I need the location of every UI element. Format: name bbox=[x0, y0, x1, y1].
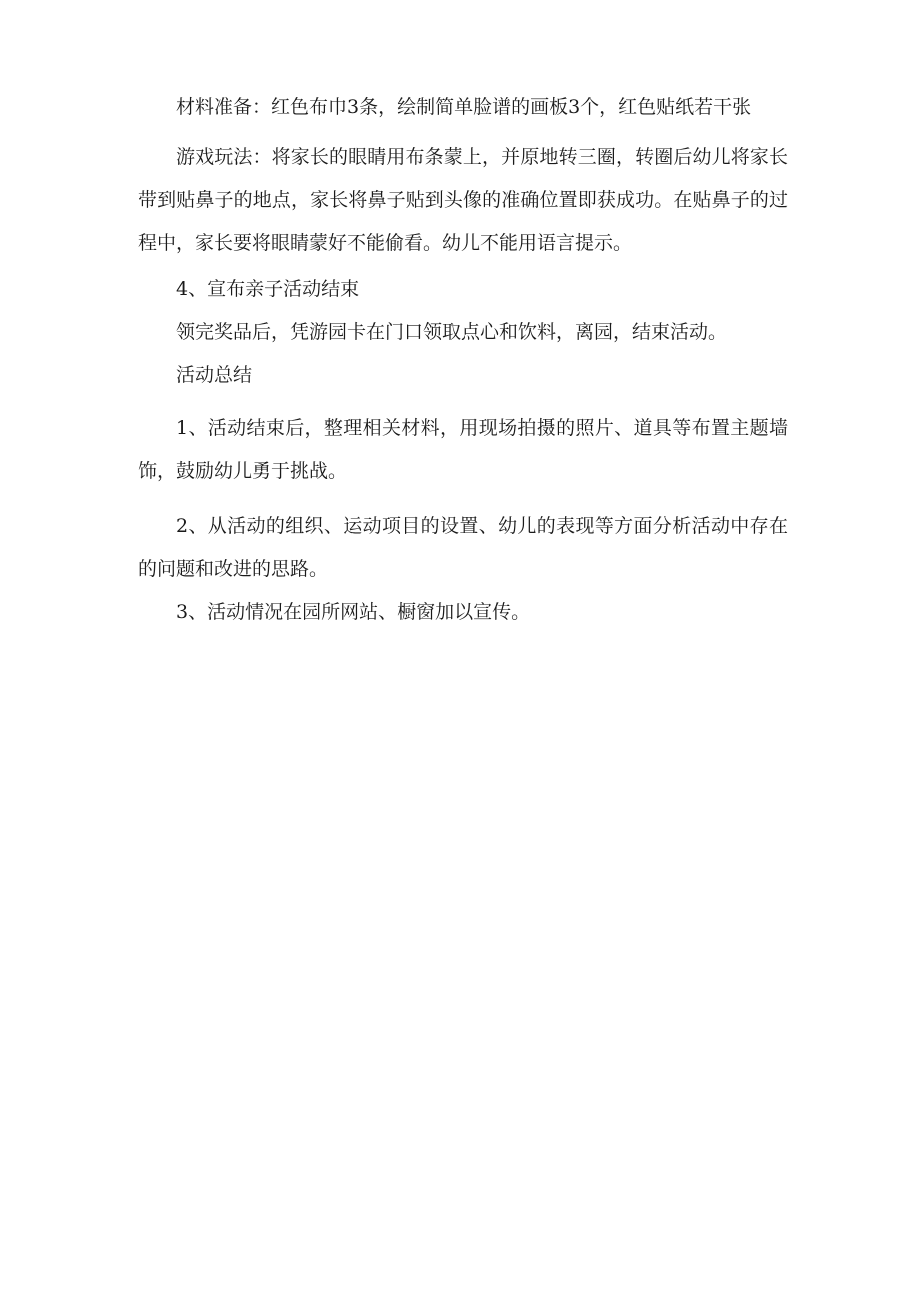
section-heading-end-activity: 4、宣布亲子活动结束 bbox=[176, 278, 360, 300]
section-heading-summary: 活动总结 bbox=[176, 364, 253, 386]
summary-item-2: 2、从活动的组织、运动项目的设置、幼儿的表现等方面分析活动中存在的问题和改进的思路。 bbox=[138, 515, 788, 580]
summary-item-3: 3、活动情况在园所网站、橱窗加以宣传。 bbox=[176, 601, 531, 623]
end-activity-paragraph: 领完奖品后，凭游园卡在门口领取点心和饮料，离园，结束活动。 bbox=[176, 321, 728, 343]
gameplay-paragraph: 游戏玩法：将家长的眼睛用布条蒙上，并原地转三圈，转圈后幼儿将家长带到贴鼻子的地点，家长将鼻子贴到头像的准确位置即获成功。在贴鼻子的过程中，家长要将眼睛蒙好不能偷看。幼儿不能用语言提示。 bbox=[138, 146, 788, 254]
document-body bbox=[138, 95, 788, 639]
materials-paragraph: 材料准备：红色布巾3条，绘制简单脸谱的画板3个，红色贴纸若干张 bbox=[176, 96, 752, 118]
summary-item-1: 1、活动结束后，整理相关材料，用现场拍摄的照片、道具等布置主题墙饰，鼓励幼儿勇于挑战。 bbox=[138, 417, 788, 482]
